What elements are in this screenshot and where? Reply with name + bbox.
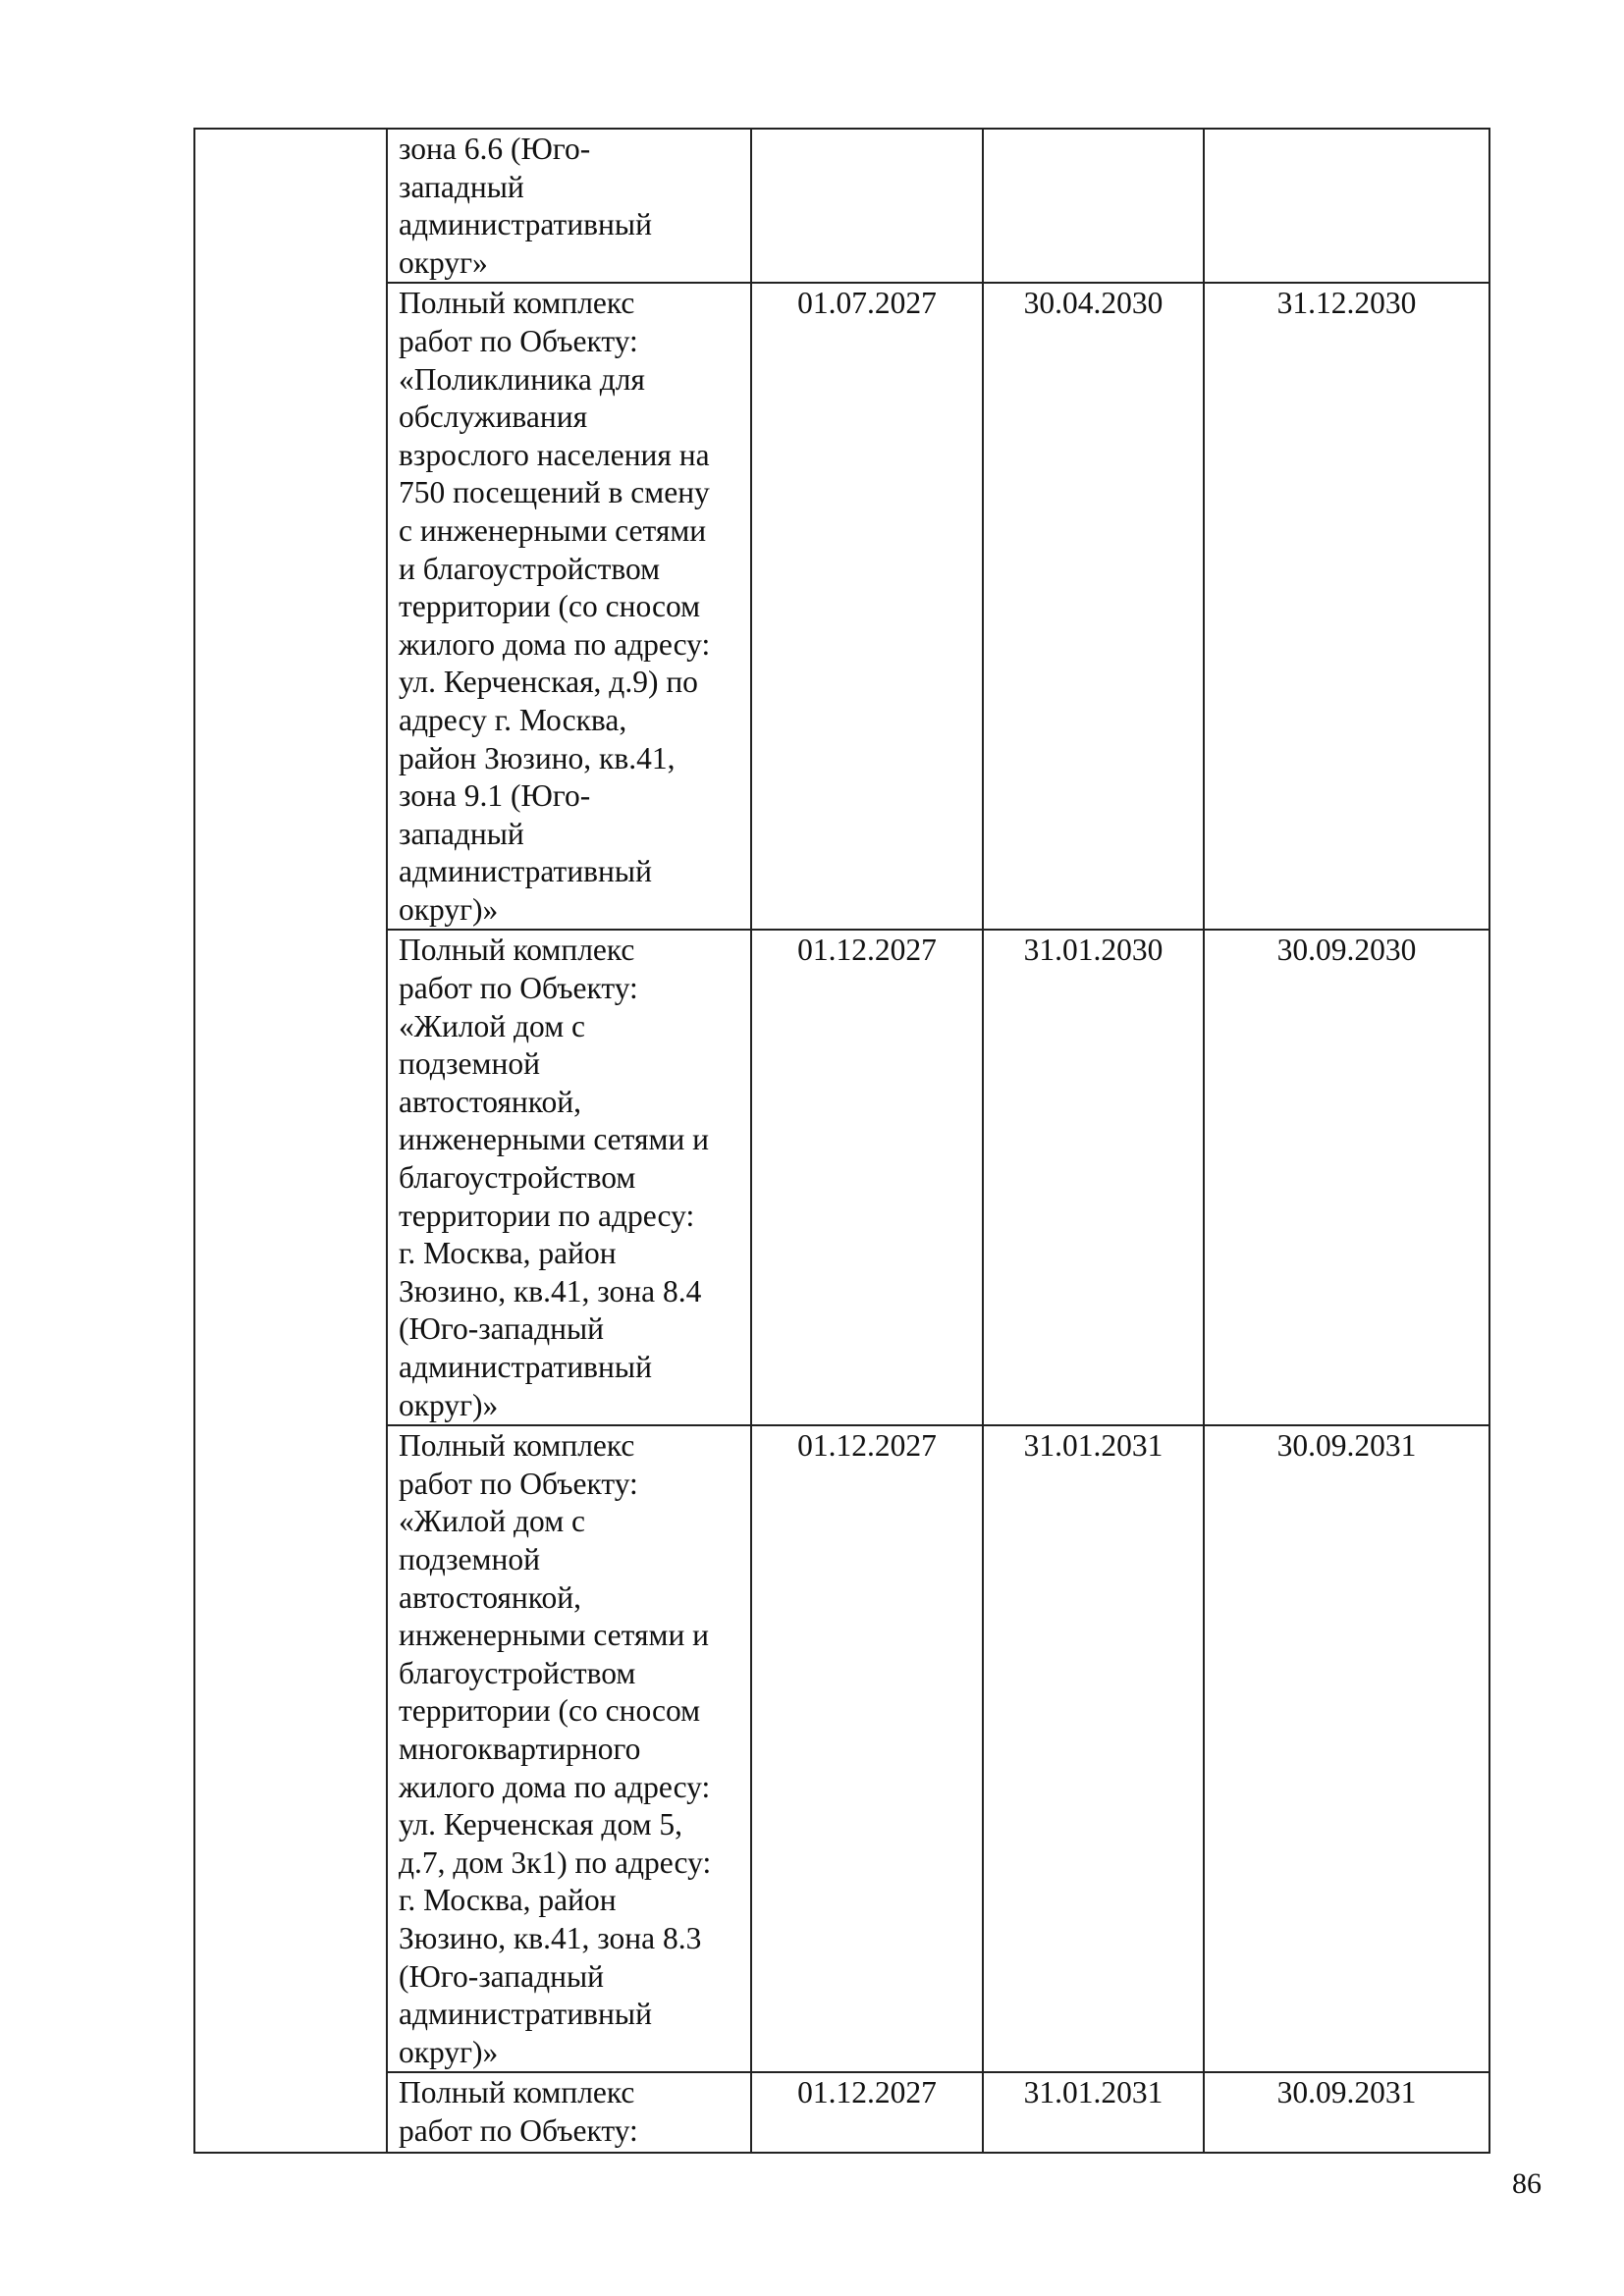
completion-date-cell: 31.01.2030	[983, 930, 1204, 1425]
table-row	[194, 1425, 1489, 2072]
start-date-cell: 01.07.2027	[751, 283, 983, 930]
table-row	[194, 129, 1489, 283]
object-description-cell: зона 6.6 (Юго- западный административный округ»	[387, 129, 751, 283]
table-row	[194, 2072, 1489, 2153]
completion-date-cell: 31.01.2031	[983, 2072, 1204, 2153]
object-description-cell: Полный комплекс работ по Объекту: «Жилой дом с подземной автостоянкой, инженерными сетями и благоустройством территории (со сносом многоквартирного жилого дома по адресу: ул. Керченская дом 5, д.7, дом 3к1) по адресу: г. Москва, район Зюзино, кв.41, зона 8.3 (Юго-западный административный округ)»	[387, 1425, 751, 2072]
table-row	[194, 930, 1489, 1425]
table-row	[194, 283, 1489, 930]
schedule-table	[193, 128, 1490, 2154]
object-description-cell: Полный комплекс работ по Объекту: «Поликлиника для обслуживания взрослого населения на 750 посещений в смену с инженерными сетями и благоустройством территории (со сносом жилого дома по адресу: ул. Керченская, д.9) по адресу г. Москва, район Зюзино, кв.41, зона 9.1 (Юго- западный административный округ)»	[387, 283, 751, 930]
start-date-cell	[751, 129, 983, 283]
final-date-cell: 30.09.2031	[1204, 1425, 1489, 2072]
completion-date-cell: 30.04.2030	[983, 283, 1204, 930]
final-date-cell: 30.09.2031	[1204, 2072, 1489, 2153]
object-description-cell: Полный комплекс работ по Объекту:	[387, 2072, 751, 2153]
page-number: 86	[1512, 2167, 1542, 2200]
final-date-cell	[1204, 129, 1489, 283]
completion-date-cell	[983, 129, 1204, 283]
final-date-cell: 31.12.2030	[1204, 283, 1489, 930]
final-date-cell: 30.09.2030	[1204, 930, 1489, 1425]
completion-date-cell: 31.01.2031	[983, 1425, 1204, 2072]
start-date-cell: 01.12.2027	[751, 1425, 983, 2072]
start-date-cell: 01.12.2027	[751, 2072, 983, 2153]
object-description-cell: Полный комплекс работ по Объекту: «Жилой дом с подземной автостоянкой, инженерными сетями и благоустройством территории по адресу: г. Москва, район Зюзино, кв.41, зона 8.4 (Юго-западный административный округ)»	[387, 930, 751, 1425]
start-date-cell: 01.12.2027	[751, 930, 983, 1425]
merged-first-column-cell	[194, 129, 387, 2153]
